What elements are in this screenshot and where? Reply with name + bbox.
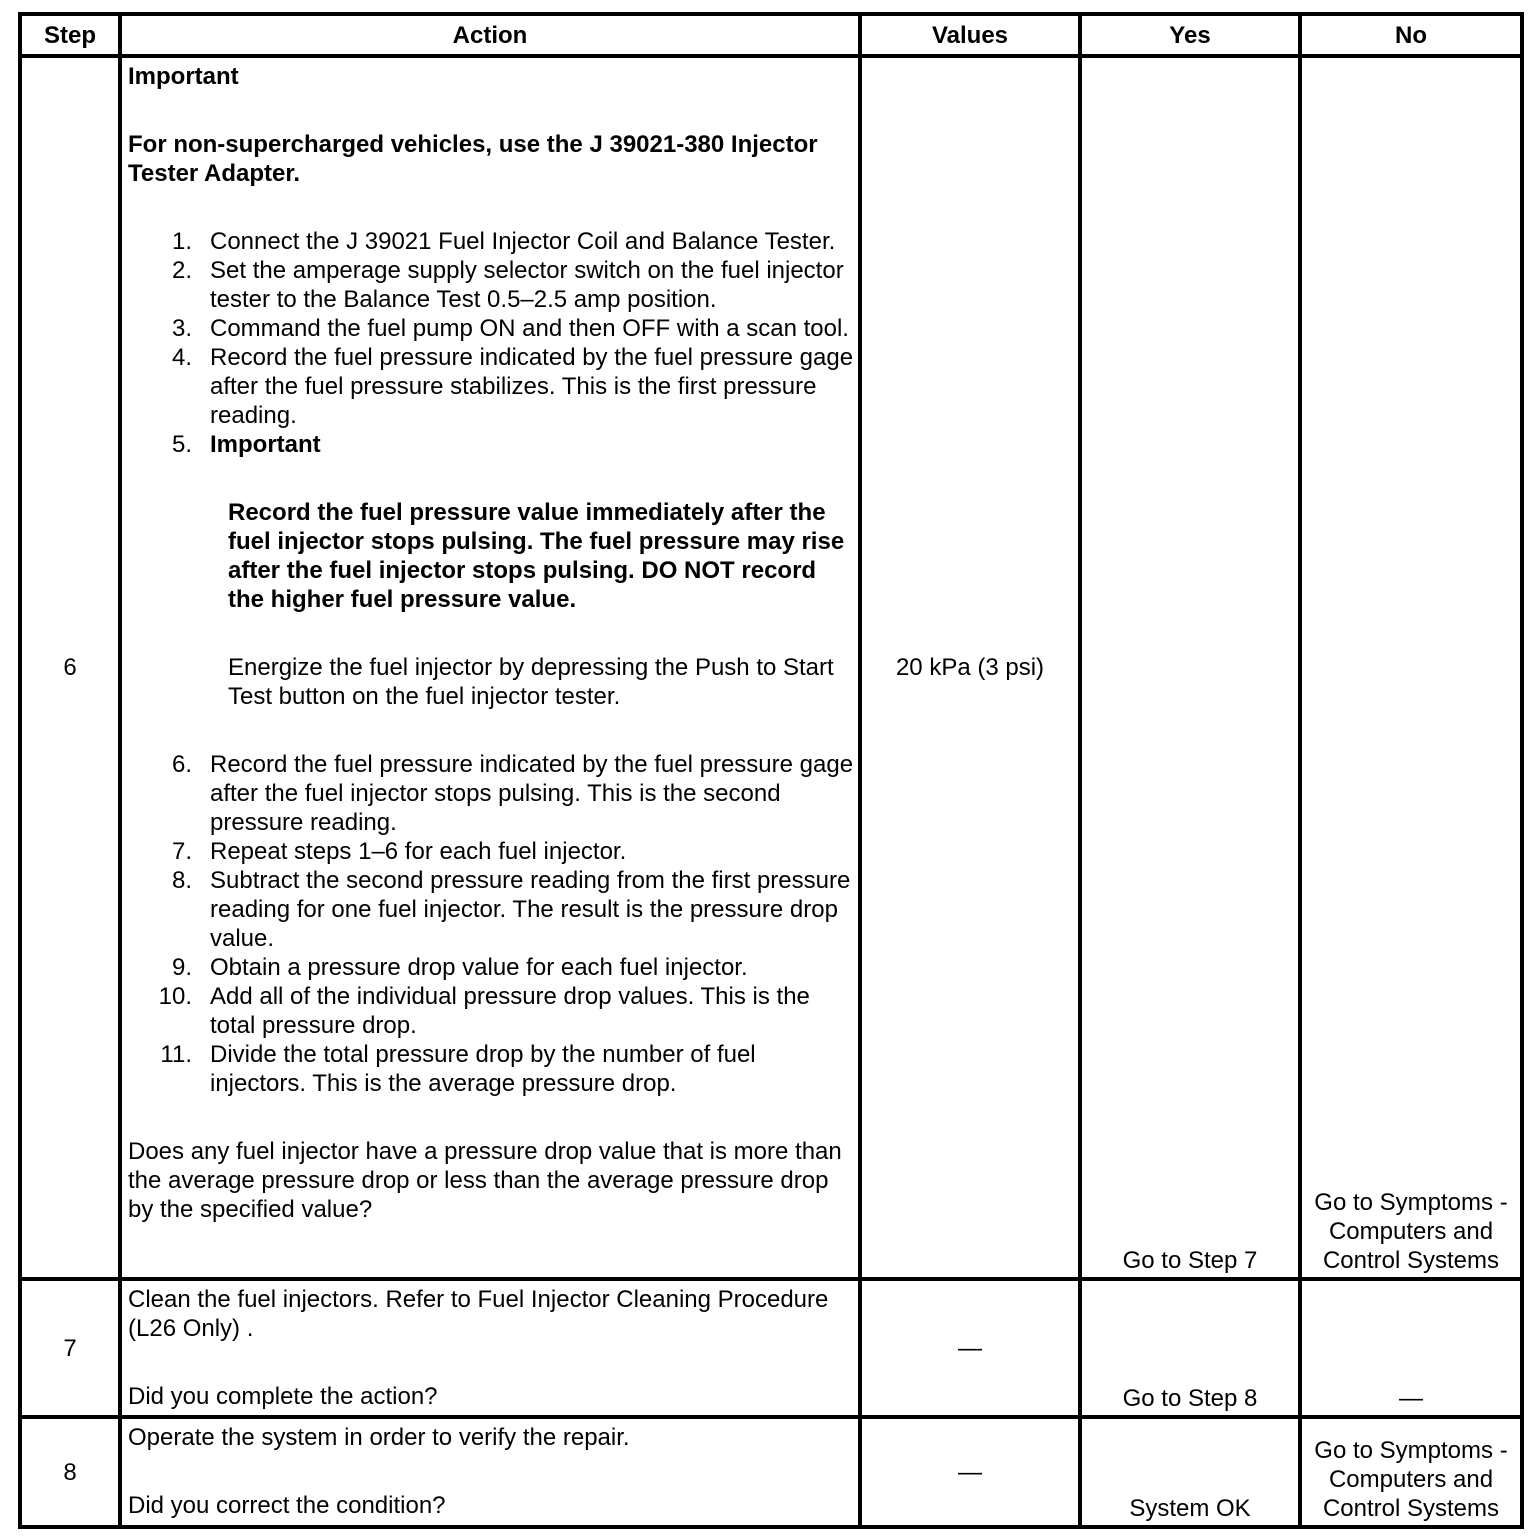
table-row — [20, 1279, 1522, 1417]
list-item: 5. Important — [171, 431, 321, 458]
no-cell — [1300, 1279, 1522, 1417]
list-item: 10. Add all of the individual pressure drop values. This is the total pressure drop. — [158, 983, 810, 1039]
item5-important-note: Record the fuel pressure value immediately after the fuel injector stops pulsing. The fuel pressure may rise after the fuel injector stops pulsing. DO NOT record the higher fuel pressure value. — [228, 499, 845, 613]
diagnostic-table — [18, 12, 1524, 1529]
list-item: 8. Subtract the second pressure reading from the first pressure reading for one fuel injector. The result is the pressure drop value. — [171, 867, 851, 952]
action-text: Operate the system in order to verify the repair. — [128, 1424, 630, 1451]
list-item: 3. Command the fuel pump ON and then OFF with a scan tool. — [171, 315, 849, 342]
list-item: 11. Divide the total pressure drop by the number of fuel injectors. This is the average pressure drop. — [160, 1041, 756, 1097]
header-values: Values — [860, 14, 1080, 56]
list-item: 9. Obtain a pressure drop value for each fuel injector. — [171, 954, 748, 981]
question-text: Did you correct the condition? — [128, 1492, 446, 1519]
list-item: 4. Record the fuel pressure indicated by the fuel pressure gage after the fuel pressure stabilizes. This is the first pressure reading. — [171, 344, 854, 429]
action-cell — [120, 56, 860, 1279]
important-label: Important — [128, 63, 239, 90]
header-action: Action — [120, 14, 860, 56]
list-item: 6. Record the fuel pressure indicated by the fuel pressure gage after the fuel injector stops pulsing. This is the second pressure reading. — [171, 751, 854, 836]
action-text: Clean the fuel injectors. Refer to Fuel Injector Cleaning Procedure (L26 Only) . — [128, 1286, 829, 1342]
step-number: 7 — [20, 1279, 120, 1417]
value-cell: — — [860, 1417, 1080, 1527]
list-item: 7. Repeat steps 1–6 for each fuel injector. — [171, 838, 627, 865]
header-step: Step — [20, 14, 120, 56]
question-text: Does any fuel injector have a pressure drop value that is more than the average pressure drop or less than the average pressure drop by the specified value? — [128, 1138, 842, 1223]
step-number: 8 — [20, 1417, 120, 1527]
yes-cell — [1080, 1417, 1300, 1527]
yes-link[interactable]: System OK — [1129, 1495, 1251, 1522]
header-no: No — [1300, 14, 1522, 56]
procedure-list — [128, 227, 854, 459]
table-row — [20, 56, 1522, 1279]
no-cell — [1300, 1417, 1522, 1527]
list-item: 2. Set the amperage supply selector switch on the fuel injector tester to the Balance Test 0.5–2.5 amp position. — [171, 257, 844, 313]
header-yes: Yes — [1080, 14, 1300, 56]
question-text: Did you complete the action? — [128, 1383, 438, 1410]
table-row — [20, 1417, 1522, 1527]
important-note: For non-supercharged vehicles, use the J 39021-380 Injector Tester Adapter. — [128, 131, 818, 187]
header-row — [20, 14, 1522, 56]
no-cell — [1300, 56, 1522, 1279]
yes-link[interactable]: Go to Step 7 — [1122, 1247, 1258, 1274]
yes-link[interactable]: Go to Step 8 — [1122, 1385, 1258, 1412]
list-item: 1. Connect the J 39021 Fuel Injector Coil and Balance Tester. — [171, 228, 836, 255]
action-cell — [120, 1279, 860, 1417]
no-value: — — [1399, 1385, 1423, 1412]
yes-cell — [1080, 1279, 1300, 1417]
item5-text: Energize the fuel injector by depressing the Push to Start Test button on the fuel injector tester. — [228, 654, 834, 710]
value-cell: — — [860, 1279, 1080, 1417]
yes-cell — [1080, 56, 1300, 1279]
action-cell — [120, 1417, 860, 1527]
value-cell: 20 kPa (3 psi) — [860, 56, 1080, 1279]
no-link[interactable]: Go to Symptoms - Computers and Control Systems — [1314, 1189, 1508, 1274]
procedure-list-continued — [128, 750, 854, 1098]
no-link[interactable]: Go to Symptoms - Computers and Control Systems — [1314, 1437, 1508, 1522]
step-number: 6 — [20, 56, 120, 1279]
